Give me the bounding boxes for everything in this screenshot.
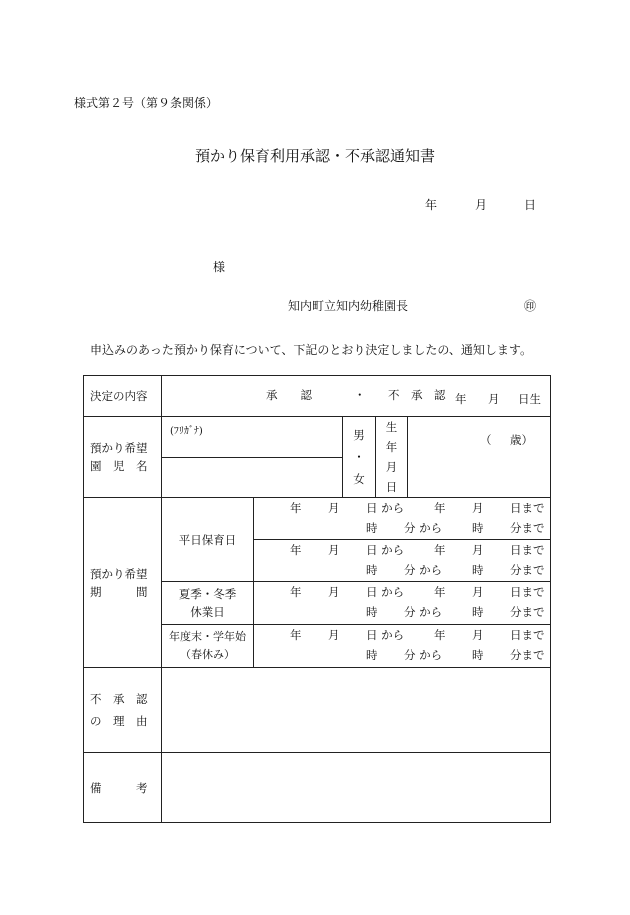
- to-day: 日まで: [510, 543, 545, 557]
- from-month: 月: [328, 501, 340, 515]
- to-year: 年: [434, 501, 446, 515]
- sex-female: 女: [353, 472, 365, 486]
- remarks-field[interactable]: [162, 753, 551, 823]
- issuer-name: 知内町立知内幼稚園長: [288, 299, 409, 313]
- child-name-field[interactable]: [162, 457, 343, 498]
- addressee-suffix: 様: [213, 260, 226, 274]
- birth-day: 日生: [518, 392, 541, 406]
- separator-dot: ・: [354, 388, 366, 402]
- holiday-line1: 夏季・冬季: [178, 587, 237, 601]
- to-hour: 時: [472, 605, 484, 619]
- remarks-row: [84, 753, 551, 823]
- date-year-label: 年: [425, 198, 438, 212]
- weekday-period-2[interactable]: [254, 540, 551, 582]
- child-label-line1: 預かり希望: [90, 441, 148, 455]
- birth-month: 月: [488, 392, 500, 406]
- to-hour: 時: [472, 648, 484, 662]
- furigana-field[interactable]: [162, 417, 343, 458]
- reason-field[interactable]: [162, 668, 551, 753]
- decision-table: [83, 375, 551, 823]
- to-hour: 時: [472, 521, 484, 535]
- date-day-label: 日: [524, 198, 537, 212]
- decision-label: 決定の内容: [84, 376, 162, 417]
- from-month: 月: [328, 628, 340, 642]
- lead-text: 申込みのあった預かり保育について、下記のとおり決定しましたの、通知します。: [90, 343, 532, 357]
- birth-label: [376, 417, 408, 498]
- sex-dot: ・: [353, 450, 365, 464]
- remarks-label: 備 考: [84, 753, 162, 823]
- from-hour: 時: [366, 605, 378, 619]
- holiday-category: [162, 582, 254, 625]
- birth-year: 年: [455, 392, 467, 406]
- from-hour: 時: [366, 521, 378, 535]
- reason-label: [84, 668, 162, 753]
- period-label-line1: 預かり希望: [90, 566, 148, 581]
- holiday-line2: 休業日: [190, 605, 225, 619]
- period-label: [84, 498, 162, 668]
- from-year: 年: [290, 628, 302, 642]
- child-label-line2: 園 児 名: [90, 459, 148, 473]
- to-minute: 分まで: [510, 521, 545, 535]
- to-month: 月: [472, 501, 484, 515]
- to-month: 月: [472, 543, 484, 557]
- reason-label-line1: 不 承 認: [90, 692, 148, 706]
- to-year: 年: [434, 585, 446, 599]
- birth-char-3: 月: [385, 460, 398, 474]
- sex-male: 男: [353, 428, 365, 442]
- yearend-period[interactable]: [254, 625, 551, 668]
- birth-char-1: 生: [385, 420, 398, 434]
- document-title: 預かり保育利用承認・不承認通知書: [194, 147, 435, 165]
- from-minute: 分 から: [404, 563, 443, 577]
- furigana-label: (ﾌﾘｶﾞﾅ): [170, 426, 203, 437]
- date-month-label: 月: [475, 198, 488, 212]
- period-row-weekday-1: [84, 498, 551, 540]
- to-hour: 時: [472, 563, 484, 577]
- form-number: 様式第２号（第９条関係）: [74, 96, 219, 110]
- weekday-period-1[interactable]: [254, 498, 551, 540]
- from-year: 年: [290, 501, 302, 515]
- birth-char-2: 年: [385, 440, 398, 454]
- yearend-line1: 年度末・学年始: [169, 630, 246, 643]
- from-month: 月: [328, 585, 340, 599]
- from-year: 年: [290, 543, 302, 557]
- to-minute: 分まで: [510, 563, 545, 577]
- birthdate-field[interactable]: [408, 392, 551, 498]
- to-year: 年: [434, 628, 446, 642]
- from-month: 月: [328, 543, 340, 557]
- from-minute: 分 から: [404, 521, 443, 535]
- to-year: 年: [434, 543, 446, 557]
- from-minute: 分 から: [404, 605, 443, 619]
- sex-field[interactable]: [343, 417, 376, 498]
- to-minute: 分まで: [510, 648, 545, 662]
- to-day: 日まで: [510, 628, 545, 642]
- yearend-category: [162, 625, 254, 668]
- from-minute: 分 から: [404, 648, 443, 662]
- to-day: 日まで: [510, 585, 545, 599]
- to-month: 月: [472, 585, 484, 599]
- age-open: （: [480, 433, 492, 447]
- from-hour: 時: [366, 648, 378, 662]
- weekday-category: 平日保育日: [162, 498, 254, 582]
- from-day: 日 から: [366, 585, 405, 599]
- birth-char-4: 日: [385, 480, 398, 494]
- to-minute: 分まで: [510, 605, 545, 619]
- yearend-line2: （春休み）: [180, 648, 235, 661]
- from-day: 日 から: [366, 501, 405, 515]
- to-day: 日まで: [510, 501, 545, 515]
- reason-label-line2: の 理 由: [90, 714, 148, 728]
- from-year: 年: [290, 585, 302, 599]
- from-day: 日 から: [366, 543, 405, 557]
- to-month: 月: [472, 628, 484, 642]
- approve-option[interactable]: 承 認: [266, 388, 312, 402]
- seal-mark: ㊞: [524, 299, 537, 313]
- from-day: 日 から: [366, 628, 405, 642]
- period-label-line2: 期 間: [90, 584, 148, 599]
- holiday-period[interactable]: [254, 582, 551, 625]
- disapprove-option[interactable]: 不 承 認: [388, 388, 446, 402]
- reason-row: [84, 668, 551, 753]
- child-name-label: [84, 417, 162, 498]
- child-name-row-top: [84, 417, 551, 458]
- from-hour: 時: [366, 563, 378, 577]
- age-close: 歳）: [510, 433, 533, 447]
